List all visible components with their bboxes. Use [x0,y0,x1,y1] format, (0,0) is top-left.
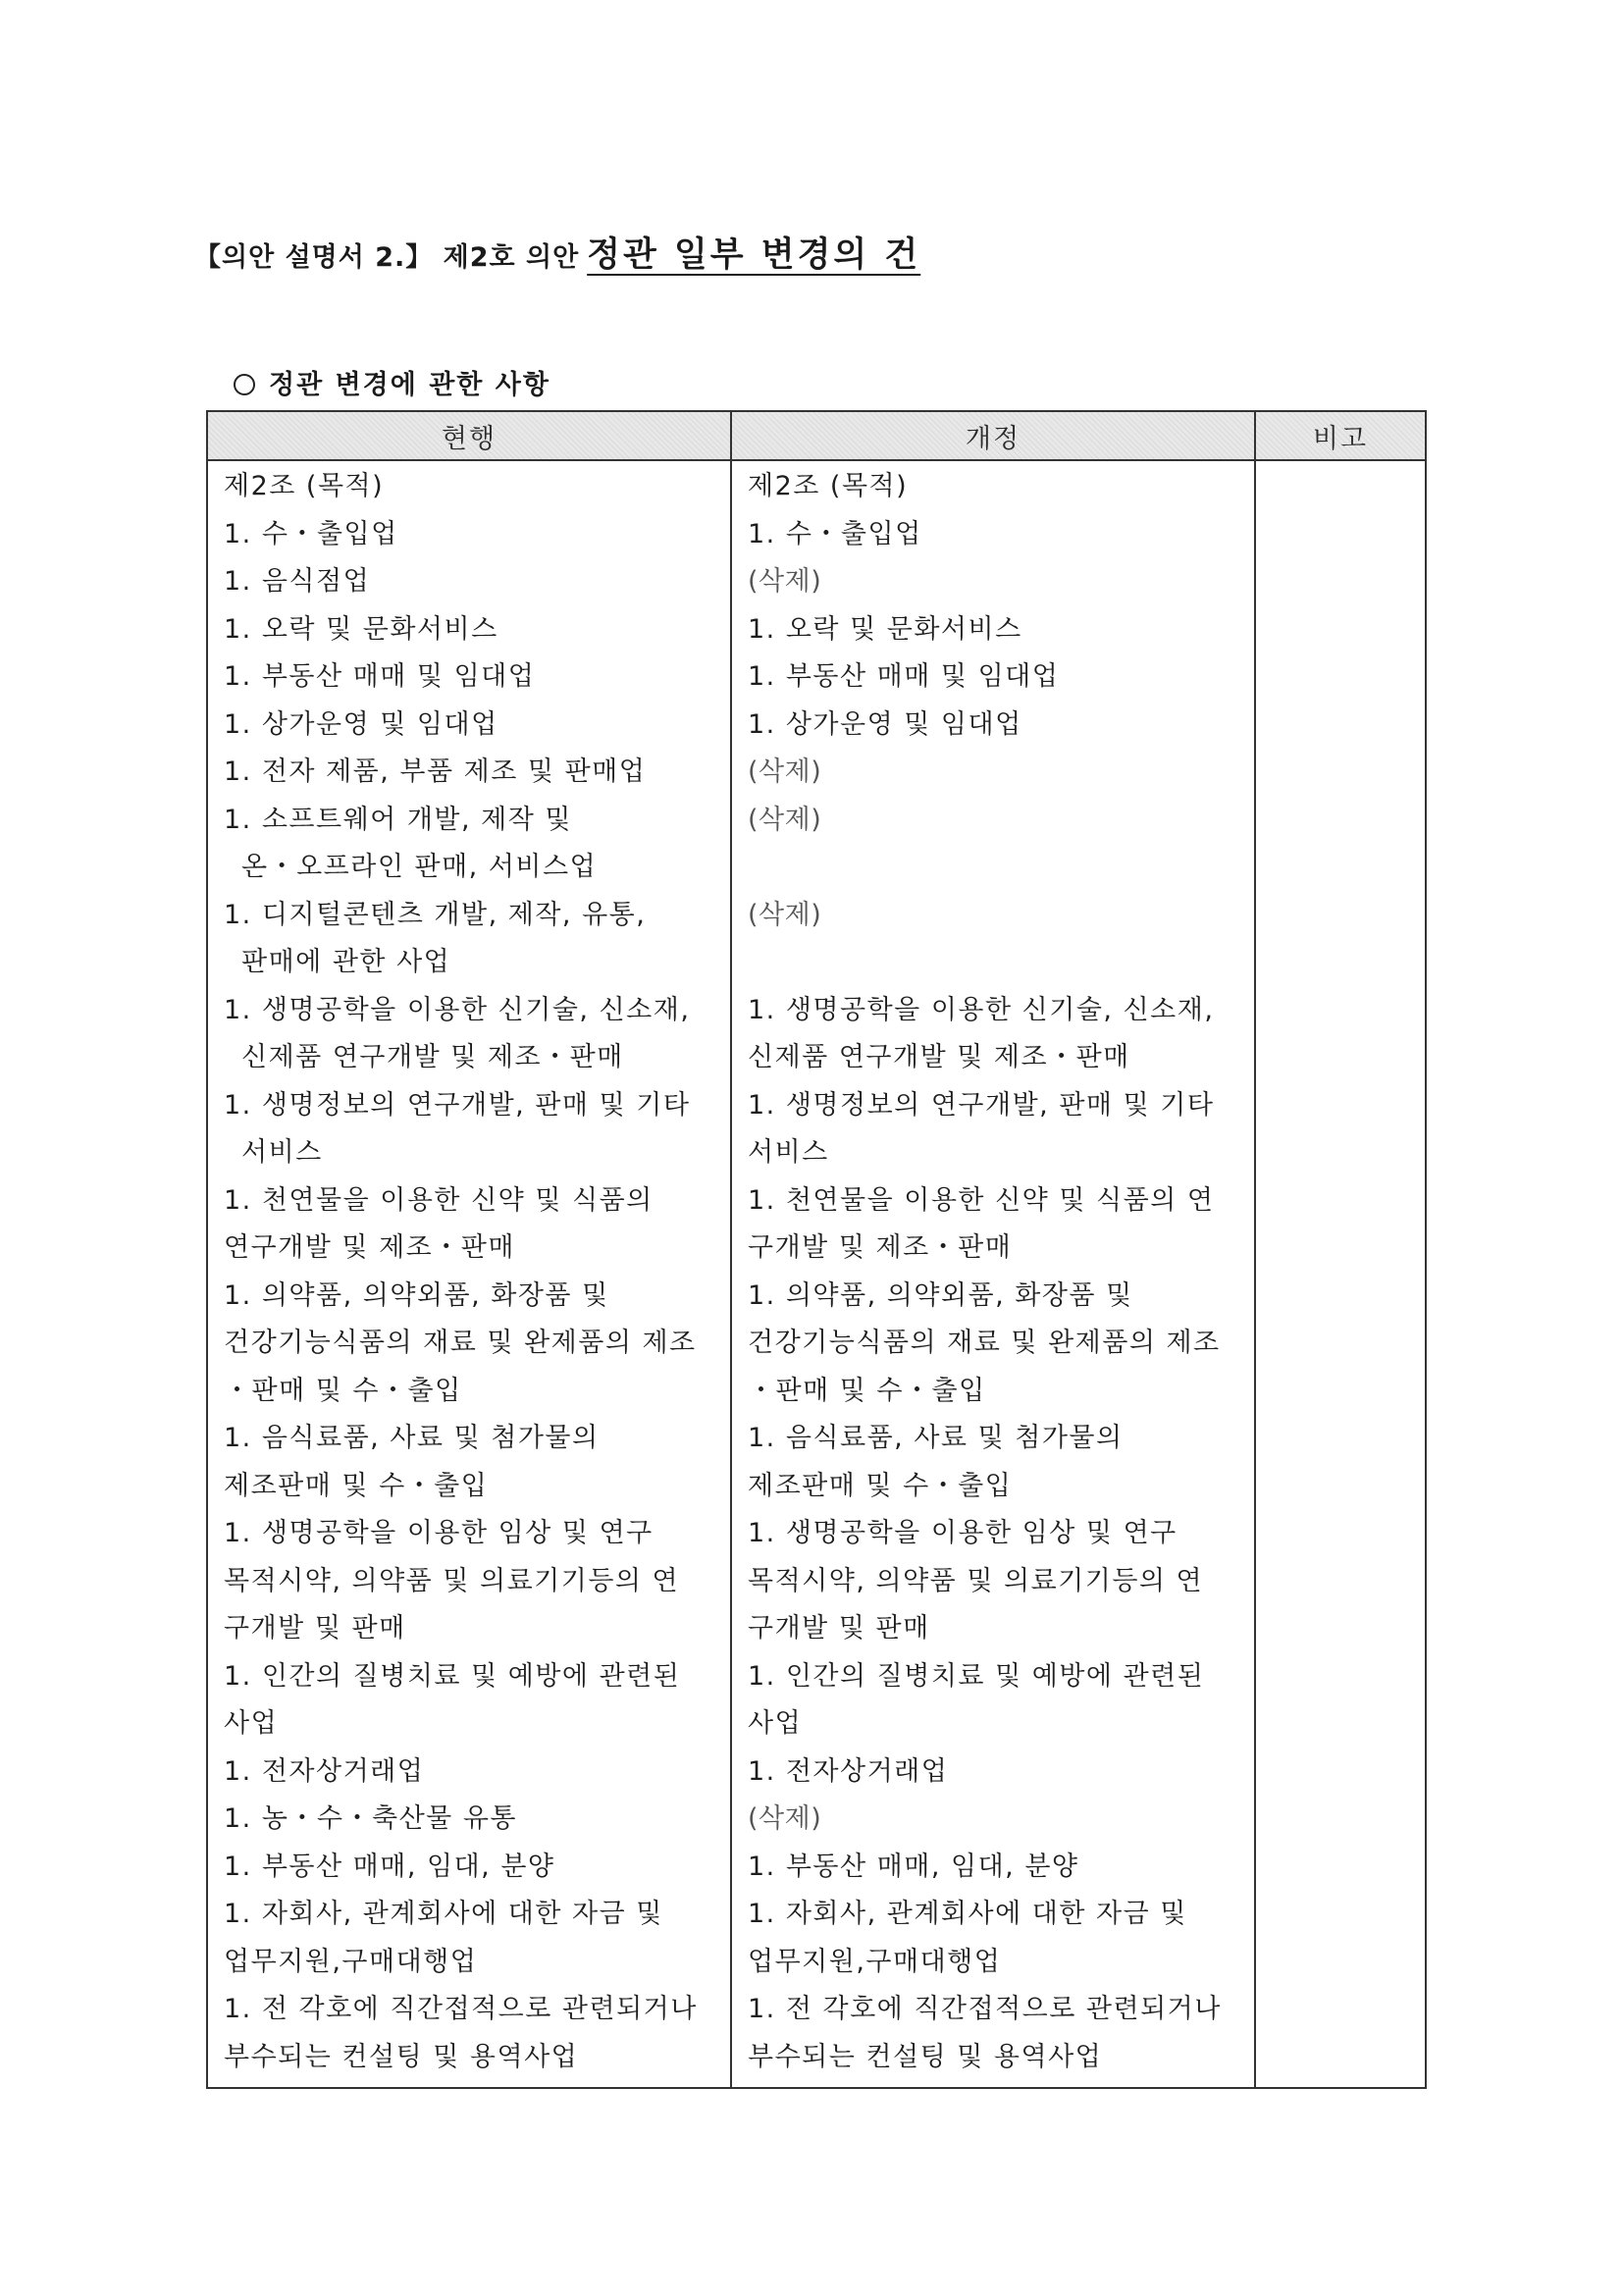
current-line: 1. 생명공학을 이용한 임상 및 연구 [224,1518,654,1548]
revised-line: 부수되는 컨설팅 및 용역사업 [748,2041,1103,2072]
revised-line: 1. 오락 및 문화서비스 [748,613,1022,645]
current-line: 1. 디지털콘텐츠 개발, 제작, 유통, [224,899,647,930]
header-current: 현행 [207,411,731,460]
current-line: 제2조 (목적) [224,471,385,501]
current-line: 1. 음식점업 [224,566,371,597]
revised-line: 1. 의약품, 의약외품, 화장품 및 [748,1279,1133,1311]
current-line: 연구개발 및 제조・판매 [224,1232,515,1263]
current-line: 1. 전자상거래업 [224,1755,425,1787]
current-line: 구개발 및 판매 [224,1613,406,1644]
current-line: 1. 부동산 매매 및 임대업 [224,661,536,692]
current-line: 1. 천연물을 이용한 신약 및 식품의 [224,1184,654,1216]
revised-line: 1. 부동산 매매 및 임대업 [748,661,1060,692]
revised-line: 1. 음식료품, 사료 및 첨가물의 [748,1423,1124,1453]
header-note: 비고 [1255,411,1426,460]
amendment-table [206,410,1427,2089]
note-text [1256,461,1425,469]
current-line: 1. 농・수・축산물 유통 [224,1803,517,1834]
revised-line: 1. 생명정보의 연구개발, 판매 및 기타 [748,1089,1215,1121]
revised-line: 신제품 연구개발 및 제조・판매 [748,1042,1130,1072]
revised-line: 건강기능식품의 재료 및 완제품의 제조 [748,1328,1221,1358]
document-heading [194,228,920,277]
current-line: 업무지원,구매대행업 [224,1946,478,1977]
current-line: 1. 의약품, 의약외품, 화장품 및 [224,1279,609,1311]
heading-prefix: 【의안 설명서 2.】 제2호 의안 [194,242,580,273]
current-line: 1. 생명공학을 이용한 신기술, 신소재, [224,994,691,1025]
current-line: 1. 수・출입업 [224,518,398,549]
revised-line: 1. 상가운영 및 임대업 [748,708,1022,740]
current-line: 1. 생명정보의 연구개발, 판매 및 기타 [224,1089,691,1121]
revised-line: 제2조 (목적) [748,471,909,501]
revised-line: 사업 [748,1708,803,1739]
revised-line: 목적시약, 의약품 및 의료기기등의 연 [748,1565,1204,1596]
revised-line: 제조판매 및 수・출입 [748,1470,1013,1501]
revised-line: 1. 천연물을 이용한 신약 및 식품의 연 [748,1184,1215,1216]
header-revised: 개정 [731,411,1255,460]
deleted-marker: (삭제) [748,1803,822,1834]
revised-line [748,844,1244,892]
current-line: 1. 오락 및 문화서비스 [224,613,498,645]
revised-column [731,460,1255,2088]
deleted-marker: (삭제) [748,566,822,597]
current-lines [208,461,730,2087]
current-line: 제조판매 및 수・출입 [224,1470,489,1501]
table-body-row [207,460,1426,2088]
deleted-marker: (삭제) [748,899,822,930]
revised-line [748,939,1244,987]
current-line: 신제품 연구개발 및 제조・판매 [241,1042,624,1072]
current-line: 1. 상가운영 및 임대업 [224,708,498,740]
current-line: 온・오프라인 판매, 서비스업 [241,852,598,882]
current-line: 판매에 관한 사업 [241,947,451,977]
current-line: 1. 부동산 매매, 임대, 분양 [224,1851,555,1882]
revised-line: 1. 수・출입업 [748,518,922,549]
note-column [1255,460,1426,2088]
revised-line: 업무지원,구매대행업 [748,1946,1002,1977]
revised-line: 구개발 및 제조・판매 [748,1232,1013,1263]
deleted-marker: (삭제) [748,757,822,787]
revised-lines [732,461,1254,2087]
current-line: 부수되는 컨설팅 및 용역사업 [224,2041,579,2072]
current-line: 건강기능식품의 재료 및 완제품의 제조 [224,1328,697,1358]
current-column [207,460,731,2088]
current-line: 목적시약, 의약품 및 의료기기등의 연 [224,1565,680,1596]
current-line: 사업 [224,1708,279,1739]
section-title-text: 정관 변경에 관한 사항 [269,370,550,400]
current-line: 서비스 [241,1137,323,1168]
revised-line: 1. 전 각호에 직간접적으로 관련되거나 [748,1994,1222,2024]
current-line: 1. 전자 제품, 부품 제조 및 판매업 [224,757,647,787]
current-line: ・판매 및 수・출입 [224,1375,462,1406]
revised-line: 1. 부동산 매매, 임대, 분양 [748,1851,1079,1882]
deleted-marker: (삭제) [748,804,822,835]
current-line: 1. 인간의 질병치료 및 예방에 관련된 [224,1660,681,1692]
current-line: 1. 소프트웨어 개발, 제작 및 [224,804,572,835]
revised-line: 구개발 및 판매 [748,1613,930,1644]
circle-bullet-icon [234,374,255,395]
revised-line: 1. 자회사, 관계회사에 대한 자금 및 [748,1899,1187,1929]
current-line: 1. 자회사, 관계회사에 대한 자금 및 [224,1899,663,1929]
revised-line: 1. 생명공학을 이용한 임상 및 연구 [748,1518,1178,1548]
section-title [234,363,550,401]
revised-line: 1. 인간의 질병치료 및 예방에 관련된 [748,1660,1205,1692]
current-line: 1. 음식료품, 사료 및 첨가물의 [224,1423,600,1453]
current-line: 1. 전 각호에 직간접적으로 관련되거나 [224,1994,698,2024]
revised-line: ・판매 및 수・출입 [748,1375,986,1406]
revised-line: 1. 전자상거래업 [748,1755,949,1787]
revised-line: 1. 생명공학을 이용한 신기술, 신소재, [748,994,1215,1025]
revised-line: 서비스 [748,1137,829,1168]
heading-title: 정관 일부 변경의 건 [587,235,921,275]
table-header-row [207,411,1426,460]
